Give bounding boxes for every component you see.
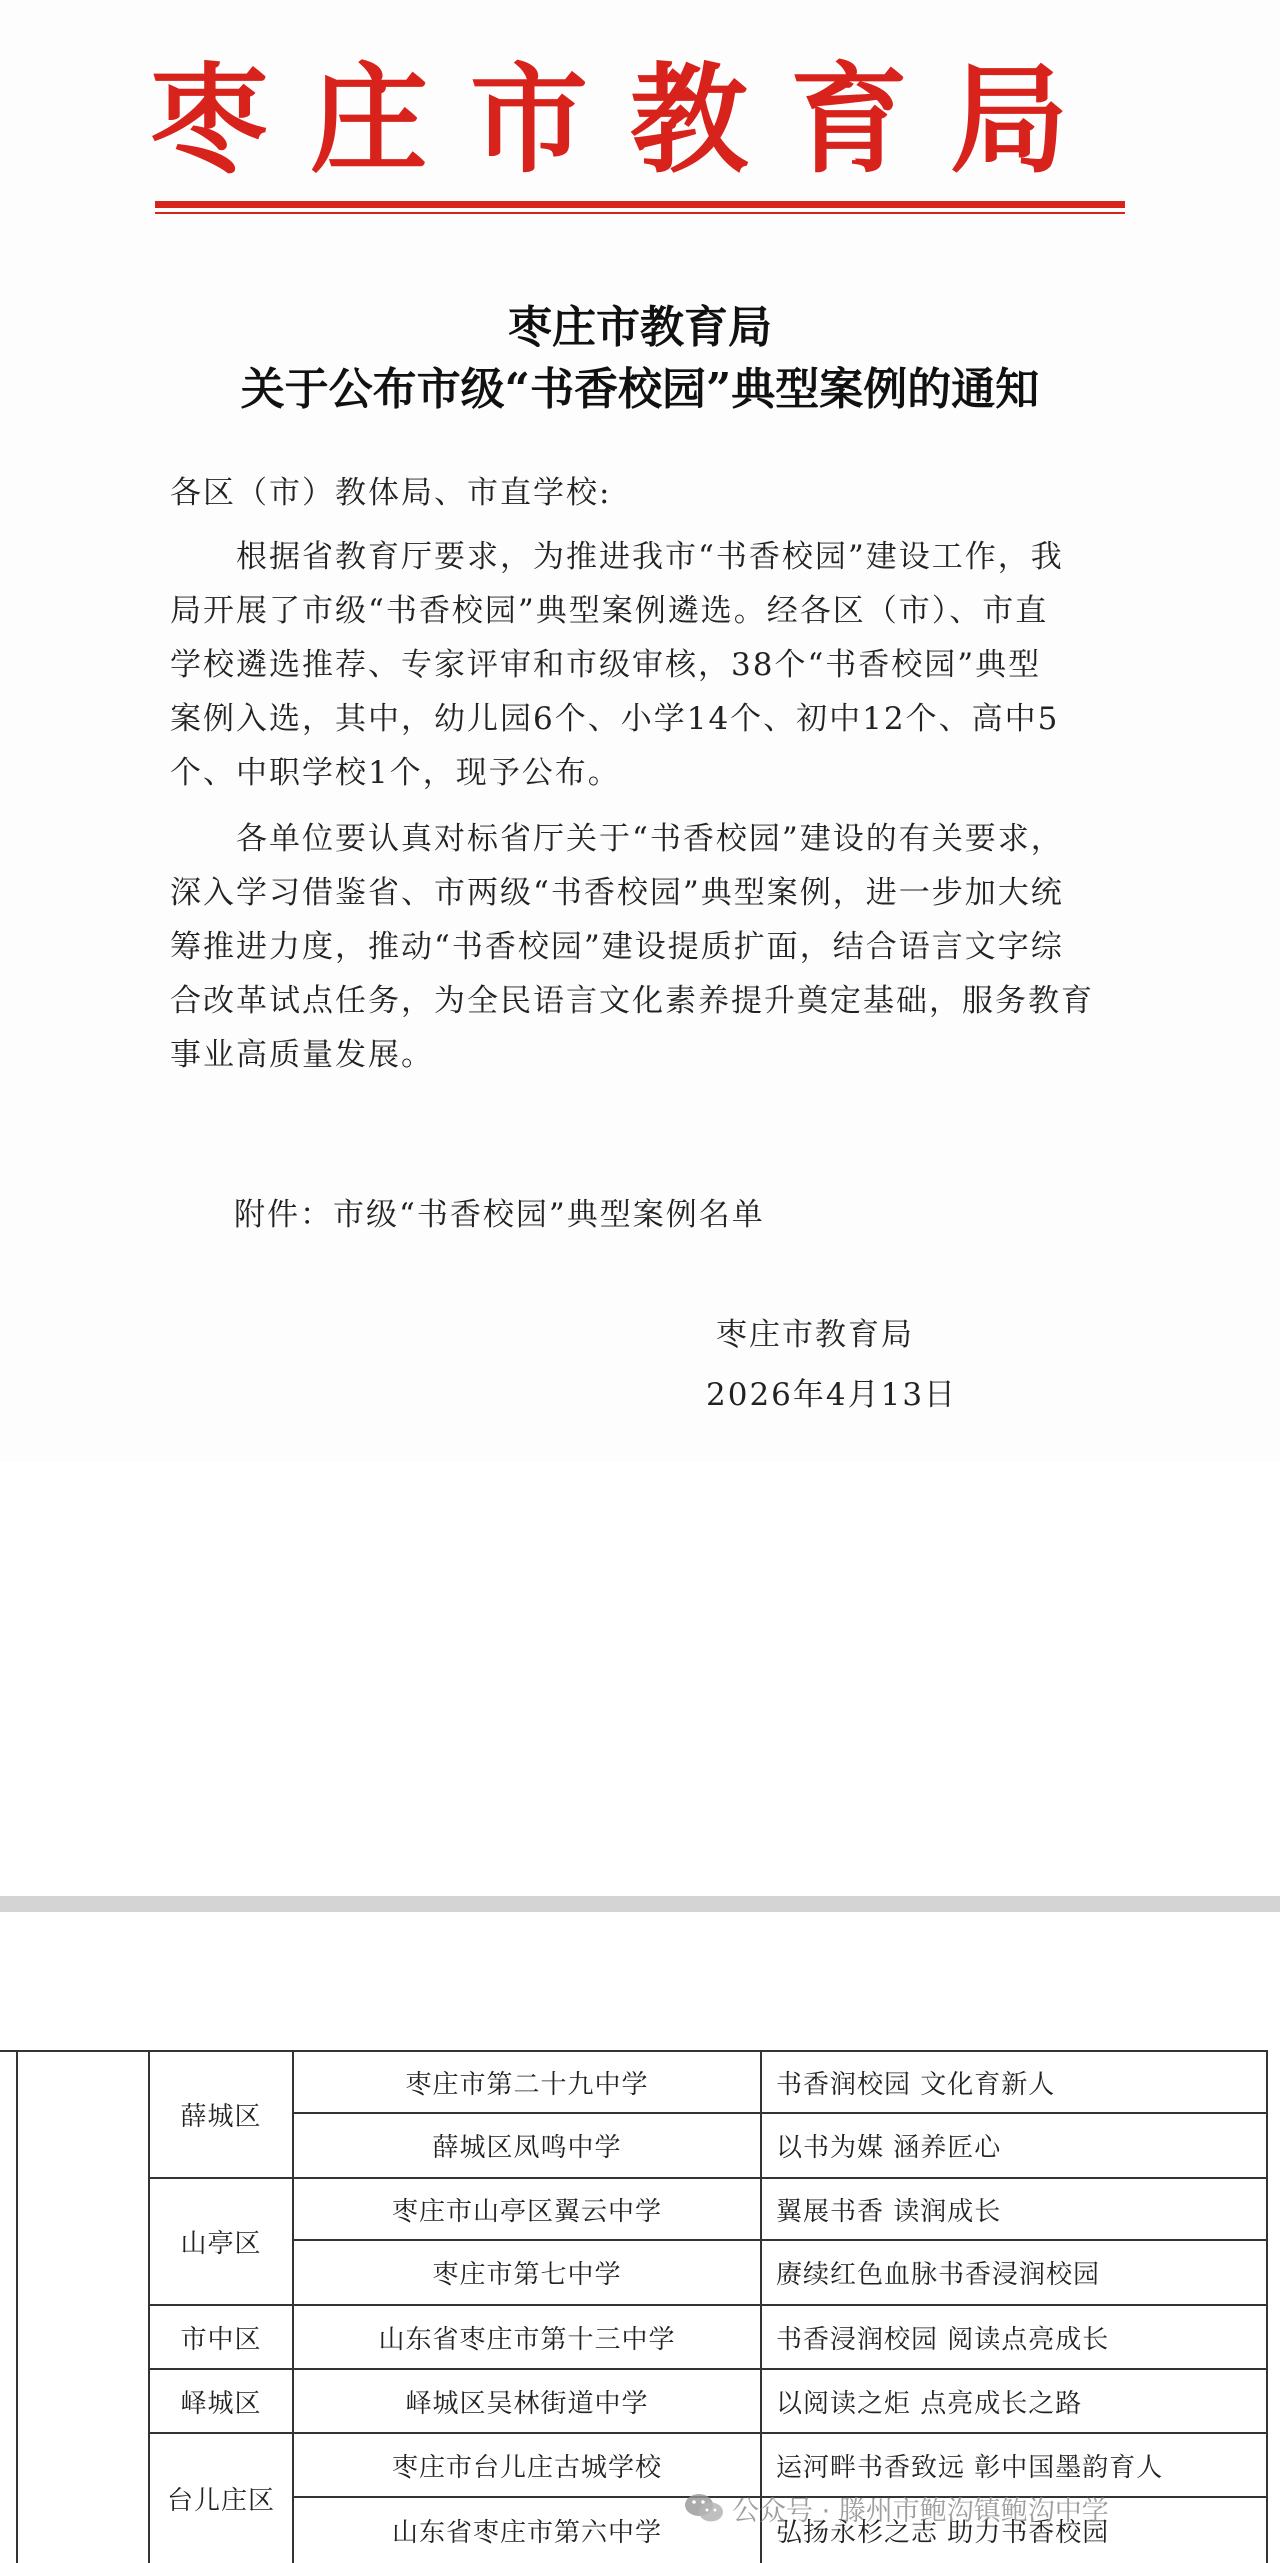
body-line: 局开展了市级“书香校园”典型案例遴选。经各区（市）、市直 [170,593,1049,629]
region-cell: 市中区 [180,2324,262,2355]
body-line: 事业高质量发展。 [170,1037,434,1073]
table-rule [16,2050,18,2563]
case-cell: 翼展书香 读润成长 [776,2196,1002,2227]
case-cell: 赓续红色血脉书香浸润校园 [776,2260,1101,2290]
school-cell: 枣庄市台儿庄古城学校 [391,2452,662,2483]
page-divider [0,1896,1280,1912]
case-cell: 运河畔书香致远 彰中国墨韵育人 [776,2452,1164,2483]
region-cell: 台儿庄区 [166,2486,275,2516]
case-cell: 以阅读之炬 点亮成长之路 [776,2388,1083,2419]
body-line: 个、中职学校1个，现予公布。 [170,755,621,791]
body-line: 学校遴选推荐、专家评审和市级审核，38个“书香校园”典型 [170,647,1042,683]
region-cell: 薛城区 [180,2102,262,2132]
letterhead-title: 枣庄市教育局 [150,51,1111,189]
school-cell: 枣庄市第二十九中学 [405,2069,649,2100]
wechat-icon [684,2491,724,2525]
attachment-line: 附件：市级“书香校园”典型案例名单 [234,1197,765,1233]
case-cell: 以书为媒 涵养匠心 [776,2133,1002,2163]
notice-title-line1: 枣庄市教育局 [508,302,772,353]
signature-org: 枣庄市教育局 [716,1317,914,1353]
signature-date: 2026年4月13日 [706,1377,958,1413]
region-cell: 峄城区 [180,2388,262,2419]
body-line: 筹推进力度，推动“书香校园”建设提质扩面，结合语言文字综 [170,929,1064,965]
notice-title-line2: 关于公布市级“书香校园”典型案例的通知 [240,364,1040,415]
school-cell: 峄城区吴林街道中学 [405,2388,649,2419]
school-cell: 枣庄市山亭区翼云中学 [391,2196,662,2227]
school-cell: 枣庄市第七中学 [432,2260,622,2290]
case-cell: 弘扬永杉之志 助力书香校园 [776,2518,1110,2548]
body-line: 合改革试点任务，为全民语言文化素养提升奠定基础，服务教育 [170,983,1094,1019]
body-line: 根据省教育厅要求，为推进我市“书香校园”建设工作，我 [170,539,1064,575]
school-cell: 山东省枣庄市第十三中学 [378,2324,676,2355]
letterhead-rule-thin [155,212,1125,214]
letterhead-rule-thick [155,201,1125,208]
body-line: 案例入选，其中，幼儿园6个、小学14个、初中12个、高中5 [170,701,1060,737]
school-cell: 山东省枣庄市第六中学 [391,2518,662,2548]
table-rule [1266,2050,1268,2563]
salutation: 各区（市）教体局、市直学校: [170,475,612,511]
case-cell: 书香润校园 文化育新人 [776,2069,1056,2100]
body-line: 深入学习借鉴省、市两级“书香校园”典型案例，进一步加大统 [170,875,1064,911]
school-cell: 薛城区凤鸣中学 [432,2133,622,2163]
case-cell: 书香浸润校园 阅读点亮成长 [776,2324,1110,2355]
wechat-watermark [684,2483,1109,2533]
page-gap [0,1462,1280,1902]
region-cell: 山亭区 [180,2229,262,2259]
watermark-text: 公众号 · 滕州市鲍沟镇鲍沟中学 [732,2495,1109,2527]
body-line: 各单位要认真对标省厅关于“书香校园”建设的有关要求， [170,821,1064,857]
